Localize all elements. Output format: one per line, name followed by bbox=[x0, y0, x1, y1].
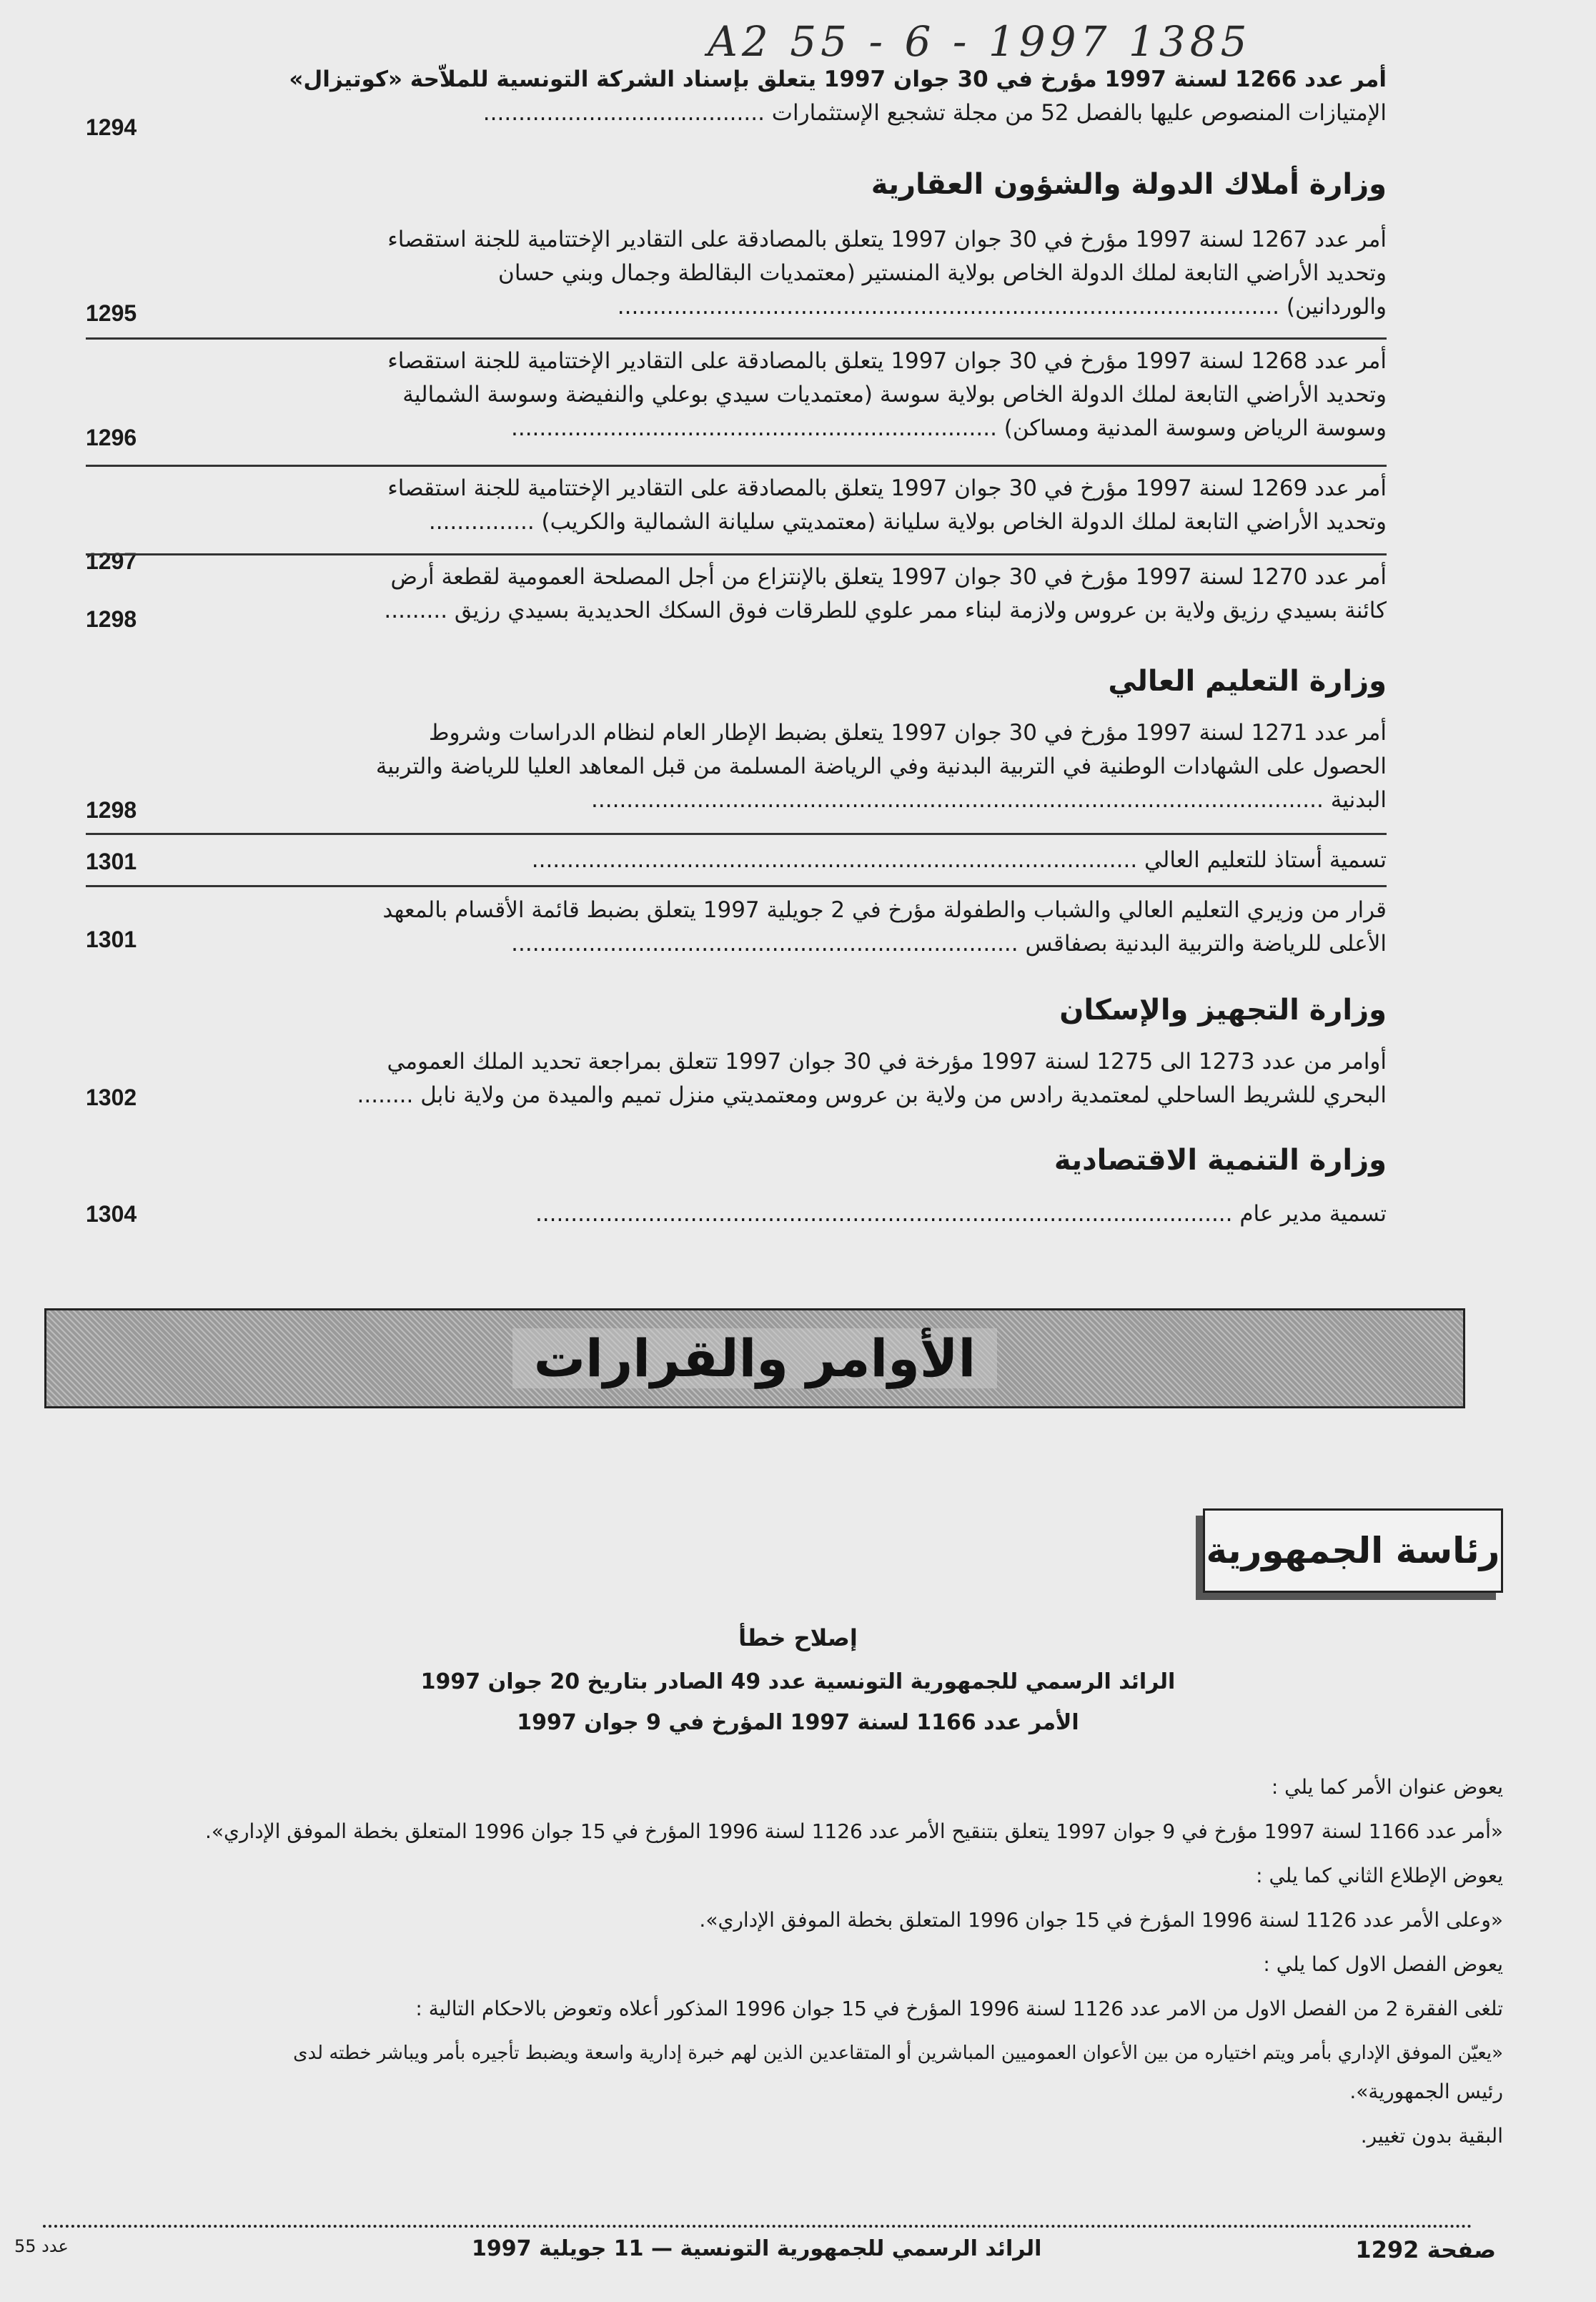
toc-entry-1273-1275 bbox=[164, 1045, 1387, 1112]
entry-divider bbox=[86, 465, 1387, 467]
toc-entry-director-general bbox=[164, 1197, 1387, 1231]
erratum-paragraph: «وعلى الأمر عدد 1126 لسنة 1996 المؤرخ في 15 جوان 1996 المتعلق بخطة الموفق الإداري». bbox=[699, 1908, 1503, 1932]
erratum-decree-line: الأمر عدد 1166 لسنة 1997 المؤرخ في 9 جوان 1997 bbox=[517, 1710, 1079, 1735]
erratum-reference-line: الرائد الرسمي للجمهورية التونسية عدد 49 الصادر بتاريخ 20 جوان 1997 bbox=[420, 1669, 1176, 1694]
toc-page-number: 1296 bbox=[86, 425, 137, 450]
erratum-paragraph: رئيس الجمهورية». bbox=[1349, 2080, 1503, 2103]
entry-divider bbox=[86, 337, 1387, 340]
toc-page-number: 1302 bbox=[86, 1085, 137, 1110]
section-title-economic-development: وزارة التنمية الاقتصادية bbox=[1054, 1144, 1387, 1177]
toc-entry-1266 bbox=[164, 63, 1387, 130]
toc-line: أمر عدد 1266 لسنة 1997 مؤرخ في 30 جوان 1997 يتعلق بإسناد الشركة التونسية للملاّحة «كوتيزال» bbox=[289, 66, 1387, 92]
footer-issue-number: عدد 55 bbox=[14, 2236, 69, 2256]
toc-page-number: 1301 bbox=[86, 927, 137, 952]
toc-page-number: 1294 bbox=[86, 114, 137, 140]
entry-divider bbox=[86, 885, 1387, 887]
toc-line: البحري للشريط الساحلي لمعتمدية رادس من ولاية بن عروس ومعتمديتي منزل تميم والميدة من ولاية نابل ........ bbox=[357, 1082, 1387, 1108]
toc-line: كائنة بسيدي رزيق ولاية بن عروس ولازمة لبناء ممر علوي للطرقات فوق السكك الحديدية بسيدي رزيق ......... bbox=[384, 598, 1387, 623]
toc-line: أوامر من عدد 1273 الى 1275 لسنة 1997 مؤرخة في 30 جوان 1997 تتعلق بمراجعة تحديد الملك العمومي bbox=[387, 1049, 1387, 1075]
toc-line: أمر عدد 1271 لسنة 1997 مؤرخ في 30 جوان 1997 يتعلق بضبط الإطار العام لنظام الدراسات وشروط bbox=[428, 720, 1387, 746]
erratum-paragraph: «يعيّن الموفق الإداري بأمر ويتم اختياره من بين الأعوان العموميين المباشرين أو المتقاعدين الذين لهم خبرة إدارية واسعة ويضبط تأجيره بأمر ويباشر خطته لدى bbox=[293, 2042, 1503, 2064]
erratum-heading: إصلاح خطأ bbox=[738, 1624, 858, 1651]
erratum-paragraph: يعوض عنوان الأمر كما يلي : bbox=[1271, 1775, 1503, 1799]
toc-page-number: 1304 bbox=[86, 1201, 137, 1227]
footer-page-label: صفحة 1292 bbox=[1355, 2236, 1496, 2263]
toc-page-number: 1297 bbox=[86, 548, 137, 574]
toc-line: وسوسة الرياض وسوسة المدنية ومساكن) ..................................................................... bbox=[511, 415, 1387, 441]
toc-line: تسمية أستاذ للتعليم العالي ...................................................................................... bbox=[531, 847, 1387, 873]
toc-entry-arrete-sfax bbox=[164, 894, 1387, 961]
erratum-body bbox=[29, 1773, 1503, 2150]
banner-title: الأوامر والقرارات bbox=[512, 1328, 997, 1388]
toc-entry-1268 bbox=[164, 345, 1387, 445]
entry-divider bbox=[86, 833, 1387, 835]
erratum-paragraph: البقية بدون تغيير. bbox=[1360, 2124, 1503, 2148]
toc-line: والوردانين) .............................................................................................. bbox=[617, 294, 1387, 320]
toc-page-number: 1295 bbox=[86, 300, 137, 326]
toc-entry-1270 bbox=[164, 560, 1387, 628]
erratum-paragraph: يعوض الفصل الاول كما يلي : bbox=[1263, 1952, 1503, 1976]
erratum-paragraph: «أمر عدد 1166 لسنة 1997 مؤرخ في 9 جوان 1997 يتعلق بتنقيح الأمر عدد 1126 لسنة 1996 المؤرخ في 15 جوان 1996 المتعلق بخطة الموفق الإداري». bbox=[205, 1819, 1503, 1843]
toc-line: أمر عدد 1268 لسنة 1997 مؤرخ في 30 جوان 1997 يتعلق بالمصادقة على التقادير الإختتامية للجنة استقصاء bbox=[387, 348, 1387, 374]
toc-line: قرار من وزيري التعليم العالي والشباب والطفولة مؤرخ في 2 جويلية 1997 يتعلق بضبط قائمة الأقسام بالمعهد bbox=[382, 897, 1387, 923]
toc-entry-1271 bbox=[164, 716, 1387, 817]
erratum-paragraph: يعوض الإطلاع الثاني كما يلي : bbox=[1256, 1864, 1503, 1887]
toc-line: أمر عدد 1269 لسنة 1997 مؤرخ في 30 جوان 1997 يتعلق بالمصادقة على التقادير الإختتامية للجنة استقصاء bbox=[387, 475, 1387, 501]
toc-entry-professor bbox=[164, 844, 1387, 877]
toc-line: وتحديد الأراضي التابعة لملك الدولة الخاص بولاية المنستير (معتمديات البقالطة وجمال وبني حسان bbox=[498, 260, 1387, 286]
toc-line: الحصول على الشهادات الوطنية في التربية البدنية وفي الرياضة المسلمة من قبل المعاهد العليا للرياضة والتربية bbox=[375, 754, 1387, 779]
handwritten-archive-note: A2 55 - 6 - 1997 1385 bbox=[708, 17, 1251, 66]
section-title-equipment-housing: وزارة التجهيز والإسكان bbox=[1059, 994, 1387, 1027]
toc-line: البدنية ........................................................................................................ bbox=[591, 787, 1387, 813]
section-title-higher-education: وزارة التعليم العالي bbox=[1108, 665, 1387, 698]
decrees-banner bbox=[44, 1308, 1465, 1408]
toc-page-number: 1298 bbox=[86, 797, 137, 823]
presidency-section-box: رئاسة الجمهورية bbox=[1203, 1508, 1503, 1593]
erratum-paragraph: تلغى الفقرة 2 من الفصل الاول من الامر عدد 1126 لسنة 1996 المؤرخ في 15 جوان 1996 المذكور أعلاه وتعوض بالاحكام التالية : bbox=[415, 1997, 1503, 2020]
entry-divider bbox=[86, 553, 1387, 555]
toc-entry-1267 bbox=[164, 223, 1387, 324]
toc-line: الأعلى للرياضة والتربية البدنية بصفاقس ........................................................................ bbox=[511, 931, 1387, 957]
toc-line: تسمية مدير عام ................................................................................................... bbox=[535, 1201, 1387, 1227]
footer-divider bbox=[43, 2225, 1472, 2228]
toc-line: وتحديد الأراضي التابعة لملك الدولة الخاص بولاية سوسة (معتمديات سيدي بوعلي والنفيضة وسوسة الشمالية bbox=[402, 382, 1387, 407]
toc-entry-1269 bbox=[164, 472, 1387, 539]
section-title-state-domains: وزارة أملاك الدولة والشؤون العقارية bbox=[871, 168, 1387, 201]
footer-gazette-date: الرائد الرسمي للجمهورية التونسية — 11 جويلية 1997 bbox=[472, 2236, 1042, 2261]
toc-page-number: 1298 bbox=[86, 606, 137, 632]
toc-page-number: 1301 bbox=[86, 849, 137, 874]
toc-line: الإمتيازات المنصوص عليها بالفصل 52 من مجلة تشجيع الإستثمارات ........................................ bbox=[482, 100, 1387, 126]
toc-line: أمر عدد 1270 لسنة 1997 مؤرخ في 30 جوان 1997 يتعلق بالإنتزاع من أجل المصلحة العمومية لقطعة أرض bbox=[390, 564, 1387, 590]
toc-line: أمر عدد 1267 لسنة 1997 مؤرخ في 30 جوان 1997 يتعلق بالمصادقة على التقادير الإختتامية للجنة استقصاء bbox=[387, 227, 1387, 252]
toc-line: وتحديد الأراضي التابعة لملك الدولة الخاص بولاية سليانة (معتمديتي سليانة الشمالية والكريب) ............... bbox=[428, 509, 1387, 535]
